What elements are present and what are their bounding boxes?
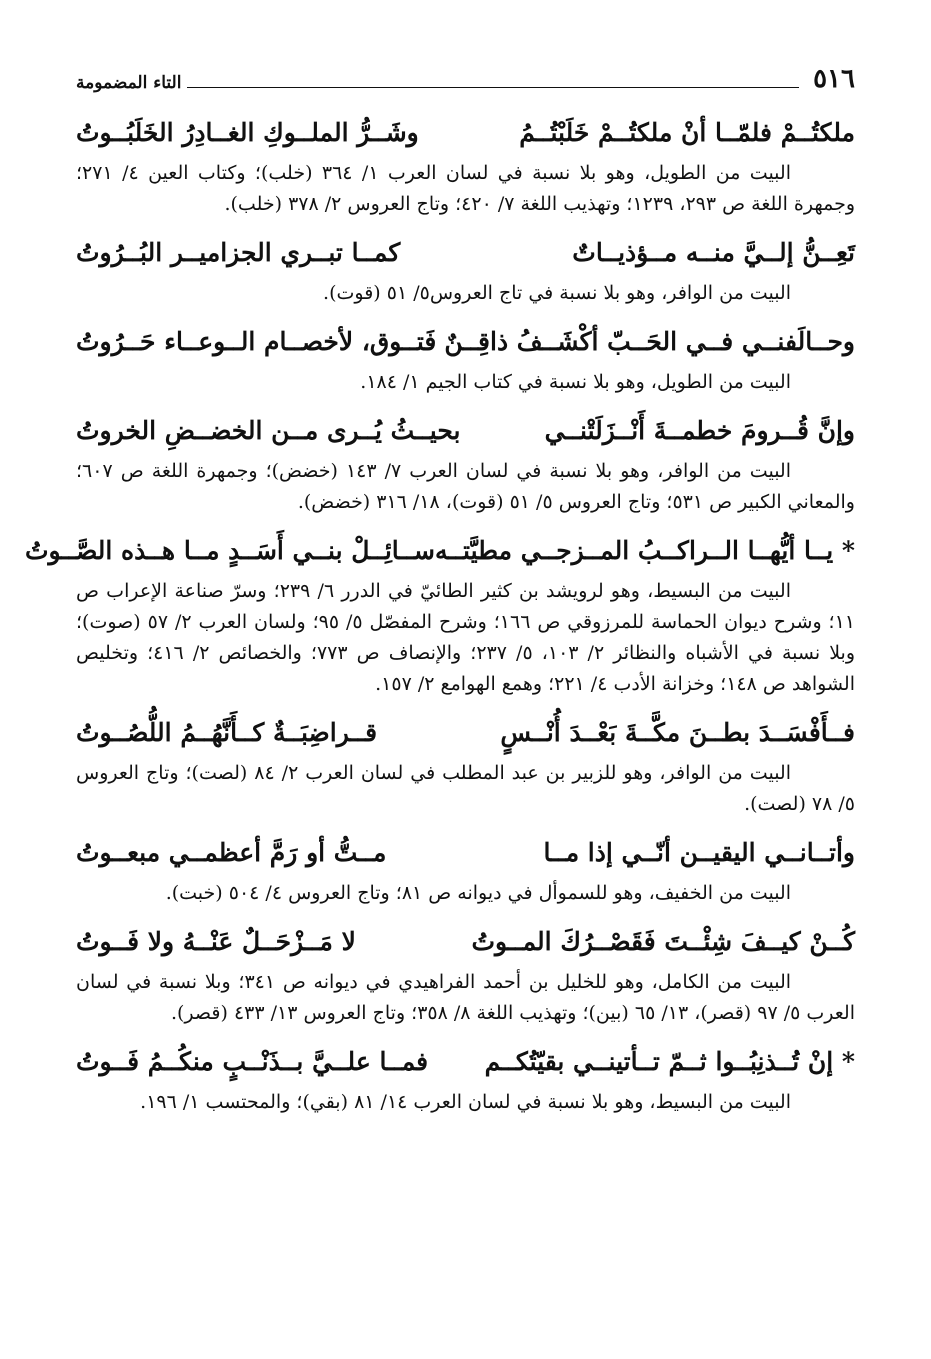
verse-line — [76, 826, 855, 878]
verse-line — [25, 524, 855, 576]
verse-second-hemistich: وشَــرُّ الملــوكِ الغــادِرُ الخَلَبُــوتُ — [76, 117, 419, 147]
verse-second-hemistich: فَتــوق، لأخصــام الــوعــاء حَــرُوتُ — [76, 326, 437, 356]
verse-second-hemistich: مــتُّ أو رَمَّ أعظمــي مبعــوتُ — [76, 837, 387, 867]
verse-source-note: البيت من الخفيف، وهو للسموأل في ديوانه ص ٨١؛ وتاج العروس ٤/ ٥٠٤ (خبت). — [165, 882, 791, 904]
verse-source-note: البيت من الوافر، وهو بلا نسبة في لسان العرب ٧/ ١٤٣ (خضض)؛ وجمهرة اللغة ص ٦٠٧؛ والمعاني الكبير ص ٥٣١؛ وتاج العروس ٥/ ٥١ (قوت)، ١٨/ ٣١٦ (خضض). — [76, 460, 855, 513]
verse-source-note: البيت من الطويل، وهو بلا نسبة في لسان العرب ١/ ٣٦٤ (خلب)؛ وكتاب العين ٤/ ٢٧١؛ وجمهرة اللغة ص ٢٩٣، ١٢٣٩؛ وتهذيب اللغة ٧/ ٤٢٠؛ وتاج العروس ٢/ ٣٧٨ (خلب). — [76, 162, 855, 215]
verse-source-note: البيت من الكامل، وهو للخليل بن أحمد الفراهيدي في ديوانه ص ٣٤١؛ وبلا نسبة في لسان العرب ٥/ ٩٧ (قصر)، ١٣/ ٦٥ (بين)؛ وتهذيب اللغة ٨/ ٣٥٨؛ وتاج العروس ١٣/ ٤٣٣ (قصر). — [76, 971, 855, 1024]
verse-second-hemistich: بحيــثُ يُــرى مــن الخضــضِ الخروتُ — [76, 415, 461, 445]
verse-second-hemistich: فمــا علــيَّ بــذَنْــبٍ منكُــمُ فَــوتُ — [76, 1046, 429, 1076]
running-title: التاء المضمومة — [76, 73, 182, 93]
verse-entry-2 — [76, 226, 855, 309]
page-number: ٥١٦ — [813, 64, 855, 94]
verse-entry-3 — [76, 315, 855, 398]
verse-first-hemistich: كُــنْ كيــفَ شِئْــتَ فَقَصْــرُكَ المــوتُ — [471, 926, 855, 956]
verse-line — [76, 226, 855, 278]
verse-first-hemistich: وحــالَفنــي فــي الحَــبّ أكْشَــفُ ذاقِــنٌ — [444, 326, 855, 356]
verse-first-hemistich: ملكتُــمْ فلمّــا أنْ ملكتُــمْ خَلَبْتُــمُ — [519, 117, 855, 147]
verse-second-hemistich: قــراضِبَــةٌ كــأَنَّهُــمُ اللُّصُــوتُ — [76, 717, 378, 747]
verse-entry-1 — [76, 106, 855, 220]
verse-source-note: البيت من الطويل، وهو بلا نسبة في كتاب الجيم ١/ ١٨٤. — [360, 371, 791, 393]
verse-first-hemistich: * إنْ تُــذنِبُــوا ثــمّ تــأتينــي بقيّتُكــم — [484, 1046, 855, 1076]
verse-entry-6 — [76, 706, 855, 820]
verse-source-note: البيت من البسيط، وهو بلا نسبة في لسان العرب ١٤/ ٨١ (بقي)؛ والمحتسب ١/ ١٩٦. — [140, 1091, 791, 1113]
verse-source-note: البيت من الوافر، وهو للزبير بن عبد المطلب في لسان العرب ٢/ ٨٤ (لصت)؛ وتاج العروس ٥/ ٧٨ (لصت). — [76, 762, 855, 815]
verse-line — [76, 106, 855, 158]
verse-entry-8 — [76, 915, 855, 1029]
verse-second-hemistich: لا مَــزْحَــلٌ عَنْــهُ ولا فَــوتُ — [76, 926, 356, 956]
verse-first-hemistich: فــأَفْسَــدَ بطــنَ مكَّــةَ بَعْــدَ أُنْــسٍ — [500, 717, 855, 747]
verse-second-hemistich: ســائِــلْ بنــي أَسَــدٍ مــا هــذه الصَّــوتُ — [25, 535, 435, 565]
verse-second-hemistich: كمــا تبــري الجزاميــر البُــرُوتُ — [76, 237, 401, 267]
verse-first-hemistich: * يــا أيُّهــا الــراكــبُ المــزجــي مطيَّتــه — [435, 535, 855, 565]
verse-source-note: البيت من البسيط، وهو لرويشد بن كثير الطائيّ في الدرر ٦/ ٢٣٩؛ وسرّ صناعة الإعراب ص ١١؛ وشرح ديوان الحماسة للمرزوقي ص ١٦٦؛ وشرح المفصّل ٥/ ٩٥؛ ولسان العرب ٢/ ٥٧ (صوت)؛ وبلا نسبة في الأشباه والنظائر ٢/ ١٠٣، ٥/ ٢٣٧؛ والإنصاف ص ٧٧٣؛ والخصائص ٢/ ٤١٦؛ وتخليص الشواهد ص ١٤٨؛ وخزانة الأدب ٤/ ٢٢١؛ وهمع الهوامع ٢/ ١٥٧. — [76, 580, 856, 695]
verse-entry-5 — [25, 524, 856, 700]
verse-entry-7 — [76, 826, 855, 909]
verse-line — [76, 1035, 855, 1087]
page-header — [76, 52, 855, 92]
verse-first-hemistich: وأتــانــي اليقيــن أنّــي إذا مــا — [543, 837, 855, 867]
verse-source-note: البيت من الوافر، وهو بلا نسبة في تاج العروس٥/ ٥١ (قوت). — [323, 282, 791, 304]
verse-line — [76, 315, 855, 367]
verse-first-hemistich: وإنَّ قُــرومَ خطمــةَ أَنْــزَلَتْنــي — [544, 415, 855, 445]
verse-line — [76, 915, 855, 967]
verse-line — [76, 706, 855, 758]
verse-first-hemistich: تَعِــنُّ إلــيَّ منــه مــؤذيــاتٌ — [572, 237, 855, 267]
verse-entry-9 — [76, 1035, 855, 1118]
verse-entry-4 — [76, 404, 855, 518]
verse-line — [76, 404, 855, 456]
header-rule — [187, 87, 799, 88]
